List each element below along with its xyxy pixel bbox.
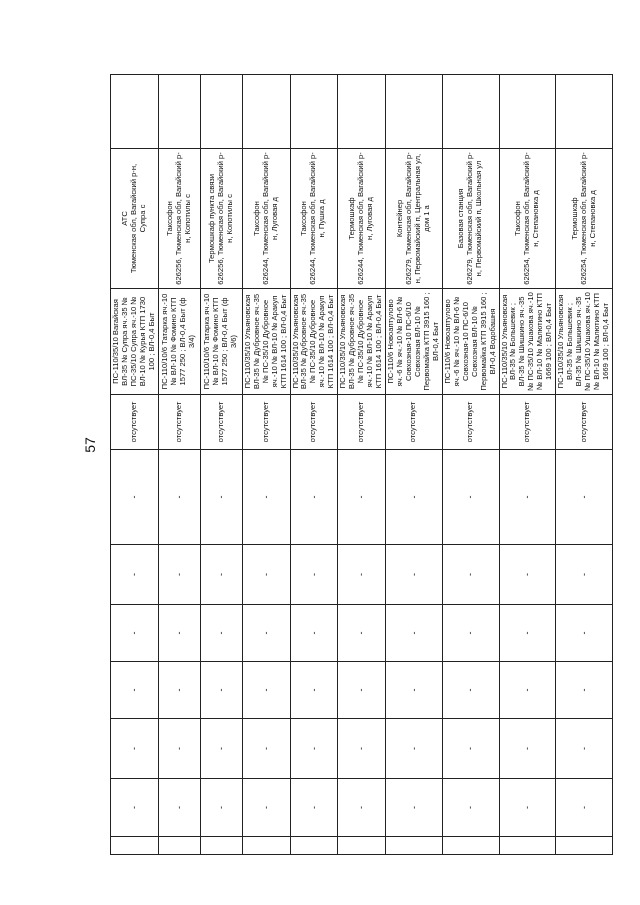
dash-cell: - (499, 779, 556, 837)
dash-cell: - (386, 779, 443, 837)
rotated-table-container (110, 75, 610, 855)
blank-cell (158, 75, 200, 149)
dash-cell: - (442, 450, 499, 545)
blank-cell (556, 837, 613, 855)
dash-cell: - (290, 605, 338, 662)
blank-cell (158, 837, 200, 855)
dash-cell: - (442, 545, 499, 605)
dash-cell: - (242, 662, 290, 719)
dash-cell: - (442, 605, 499, 662)
dash-cell: - (442, 779, 499, 837)
power-source-cell: ПС-110/10/6 Татарка яч.-10 № ВЛ-10 № Фомино КТП 1577 250 ; ВЛ-0,4 Быт (ф 3/6) (200, 289, 242, 395)
dash-cell: - (386, 662, 443, 719)
dash-cell: - (290, 545, 338, 605)
status-cell: отсутствует (338, 395, 386, 450)
dash-cell: - (290, 719, 338, 779)
dash-cell: - (338, 450, 386, 545)
dash-cell: - (111, 662, 159, 719)
dash-cell: - (158, 450, 200, 545)
dash-cell: - (499, 719, 556, 779)
dash-cell: - (499, 545, 556, 605)
dash-cell: - (442, 662, 499, 719)
blank-cell (556, 75, 613, 149)
dash-cell: - (200, 779, 242, 837)
page-number: 57 (82, 437, 98, 453)
object-address-cell: Таксофон 626244, Тюменская обл, Вагайский р-н, Луговая д (242, 149, 290, 289)
object-address-cell: Термошкаф пункта связи 626256, Тюменская обл, Вагайский р-н, Копотилы с (200, 149, 242, 289)
dash-cell: - (111, 779, 159, 837)
dash-cell: - (556, 779, 613, 837)
object-address-cell: Базовая станция 626279, Тюменская обл, Вагайский р-н, Первомайский п, Школьная ул (442, 149, 499, 289)
dash-cell: - (111, 605, 159, 662)
dash-cell: - (338, 662, 386, 719)
dash-cell: - (158, 719, 200, 779)
blank-cell (111, 837, 159, 855)
blank-cell (111, 75, 159, 149)
object-address-cell: Таксофон 626256, Тюменская обл, Вагайский р-н, Копотилы с (158, 149, 200, 289)
dash-cell: - (556, 719, 613, 779)
table-row (158, 75, 200, 855)
table-row (556, 75, 613, 855)
object-address-cell: Термошкаф 626254, Тюменская обл, Вагайский р-н, Степановка д (556, 149, 613, 289)
dash-cell: - (556, 545, 613, 605)
dash-cell: - (242, 545, 290, 605)
power-source-cell: ПС-110/35/10 Ульяновская ВЛ-35 № Большевик ; ВЛ-35 № Шишкино яч.-35 № ПС-35/10 Ушакова яч.-10 № ВЛ-10 № Малютино КТП 1669 100 ; ВЛ-0,4 Быт (556, 289, 613, 395)
table-row (442, 75, 499, 855)
dash-cell: - (442, 719, 499, 779)
status-cell: отсутствует (499, 395, 556, 450)
object-address-cell: АТС Тюменская обл, Вагайский р-н, Супра с (111, 149, 159, 289)
object-address-cell: Таксофон 626254, Тюменская обл, Вагайский р-н, Степановка д (499, 149, 556, 289)
table-row (111, 75, 159, 855)
blank-cell (200, 75, 242, 149)
dash-cell: - (158, 545, 200, 605)
dash-cell: - (200, 719, 242, 779)
dash-cell: - (158, 662, 200, 719)
dash-cell: - (499, 605, 556, 662)
dash-cell: - (242, 450, 290, 545)
dash-cell: - (338, 545, 386, 605)
status-cell: отсутствует (242, 395, 290, 450)
status-cell: отсутствует (200, 395, 242, 450)
blank-cell (499, 837, 556, 855)
table-row (499, 75, 556, 855)
table-row (338, 75, 386, 855)
dash-cell: - (338, 605, 386, 662)
dash-cell: - (556, 605, 613, 662)
power-source-cell: ПС-110/6 Новоаптулово яч.-6 № яч.-10 № ВЛ-6 № Совхозная-10 ПС-6/10 Совхозная ВЛ-10 № Первомайка КТП 3915 160 ; ВЛ-0,4 Быт (386, 289, 443, 395)
dash-cell: - (499, 662, 556, 719)
dash-cell: - (111, 450, 159, 545)
dash-cell: - (242, 605, 290, 662)
dash-cell: - (158, 779, 200, 837)
dash-cell: - (242, 719, 290, 779)
table-row (242, 75, 290, 855)
object-address-cell: Термошкаф 626244, Тюменская обл, Вагайский р-н, Луговая д (338, 149, 386, 289)
power-source-cell: ПС-110/35/10 Ульяновская ВЛ-35 № Дубровное яч.-35 № ПС-35/10 Дубровное яч.-10 № ВЛ-10 № Аракуп КТП 1614 100 ; ВЛ-0,4 Быт (242, 289, 290, 395)
blank-cell (386, 837, 443, 855)
power-source-cell: ПС-110/35/10 Ульяновская ВЛ-35 № Дубровное яч.-35 № ПС-35/10 Дубровное яч.-10 № ВЛ-10 № Аракуп КТП 1614 100 ; ВЛ-0,4 Быт (290, 289, 338, 395)
dash-cell: - (242, 779, 290, 837)
dash-cell: - (338, 779, 386, 837)
blank-cell (242, 837, 290, 855)
blank-cell (338, 837, 386, 855)
dash-cell: - (386, 719, 443, 779)
table-row (386, 75, 443, 855)
dash-cell: - (556, 662, 613, 719)
status-cell: отсутствует (556, 395, 613, 450)
object-address-cell: Контейнер 626279, Тюменская обл, Вагайский р-н, Первомайский п, Центральная ул, дом 1 а (386, 149, 443, 289)
dash-cell: - (200, 450, 242, 545)
dash-cell: - (499, 450, 556, 545)
blank-cell (386, 75, 443, 149)
blank-cell (290, 75, 338, 149)
status-cell: отсутствует (290, 395, 338, 450)
object-address-cell: Таксофон 626244, Тюменская обл, Вагайский р-н, Пушка д (290, 149, 338, 289)
blank-cell (442, 75, 499, 149)
dash-cell: - (386, 545, 443, 605)
blank-cell (499, 75, 556, 149)
dash-cell: - (386, 605, 443, 662)
dash-cell: - (386, 450, 443, 545)
dash-cell: - (290, 450, 338, 545)
table-row (200, 75, 242, 855)
dash-cell: - (200, 605, 242, 662)
power-source-cell: ПС-110/35/10 Ульяновская ВЛ-35 № Дубровное яч.-35 № ПС-35/10 Дубровное яч.-10 № ВЛ-10 № Аракуп КТП 1614 100 ; ВЛ-0,4 Быт (338, 289, 386, 395)
dash-cell: - (111, 719, 159, 779)
dash-cell: - (338, 719, 386, 779)
dash-cell: - (200, 545, 242, 605)
blank-cell (338, 75, 386, 149)
dash-cell: - (111, 545, 159, 605)
blank-cell (242, 75, 290, 149)
blank-cell (290, 837, 338, 855)
dash-cell: - (290, 662, 338, 719)
power-supply-table (110, 74, 613, 855)
dash-cell: - (290, 779, 338, 837)
dash-cell: - (556, 450, 613, 545)
blank-cell (200, 837, 242, 855)
power-source-cell: ПС-110/10/6 Татарка яч.-10 № ВЛ-10 № Фомино КТП 1577 250 ; ВЛ-0,4 Быт (ф 3/4) (158, 289, 200, 395)
power-source-cell: ПС-110/35/10 Вагайская ВЛ-35 № Супра яч.-35 № ПС-35/10 Супра яч.-10 № ВЛ-10 № Курья КТП 1730 100 ; ВЛ-0,4 Быт (111, 289, 159, 395)
power-source-cell: ПС-110/35/10 Ульяновская ВЛ-35 № Большевик ; ВЛ-35 № Шишкино яч.-35 № ПС-35/10 Ушакова яч.-10 № ВЛ-10 № Малютино КТП 1669 100 ; ВЛ-0,4 Быт (499, 289, 556, 395)
status-cell: отсутствует (386, 395, 443, 450)
dash-cell: - (158, 605, 200, 662)
blank-cell (442, 837, 499, 855)
table-row (290, 75, 338, 855)
dash-cell: - (200, 662, 242, 719)
status-cell: отсутствует (158, 395, 200, 450)
status-cell: отсутствует (442, 395, 499, 450)
status-cell: отсутствует (111, 395, 159, 450)
power-source-cell: ПС-110/6 Новоаптулово яч.-6 № яч.-10 № ВЛ-6 № Совхозная-10 ПС-6/10 Совхозная ВЛ-10 № Первомайка КТП 3915 160 ; ВЛ-0,4 Водобашня (442, 289, 499, 395)
